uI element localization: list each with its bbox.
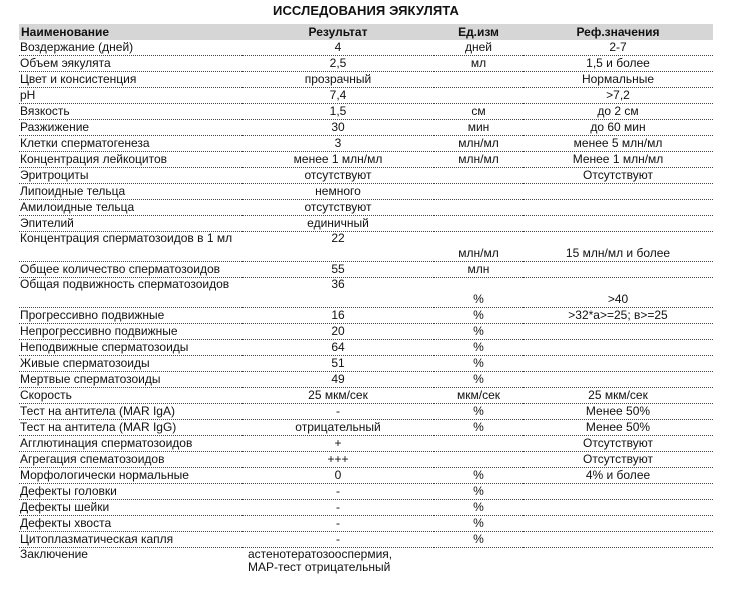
row-ref: 4% и более — [523, 468, 713, 484]
row-name: Агглютинация сперматозоидов — [19, 436, 242, 452]
row-result: 30 — [242, 120, 434, 136]
row-unit — [434, 216, 523, 232]
row-result: 20 — [242, 324, 434, 340]
row-ref — [523, 184, 713, 200]
row-result: отрицательный — [242, 420, 434, 436]
row-result: - — [242, 484, 434, 500]
row-result: единичный — [242, 216, 434, 232]
row-unit: млн/мл — [434, 152, 523, 168]
table-row — [19, 216, 713, 232]
table-row — [19, 516, 713, 532]
row-unit: % — [434, 372, 523, 388]
table-row — [19, 308, 713, 324]
row-ref: до 2 см — [523, 104, 713, 120]
table-row — [19, 152, 713, 168]
row-ref — [523, 340, 713, 356]
row-name: Общая подвижность сперматозоидов — [19, 278, 242, 308]
table-row — [19, 168, 713, 184]
row-result: - — [242, 516, 434, 532]
row-ref: >32*а>=25; в>=25 — [523, 308, 713, 324]
row-result: 4 — [242, 40, 434, 56]
row-name: Объем эякулята — [19, 56, 242, 72]
row-ref: 1,5 и более — [523, 56, 713, 72]
row-result: - — [242, 532, 434, 548]
table-row — [19, 484, 713, 500]
row-unit — [434, 200, 523, 216]
row-unit: % — [434, 484, 523, 500]
table-row — [19, 388, 713, 404]
row-ref — [523, 324, 713, 340]
conclusion-row — [19, 548, 713, 579]
row-unit: % — [434, 278, 523, 308]
row-ref — [523, 516, 713, 532]
results-table — [19, 24, 713, 578]
row-result: 49 — [242, 372, 434, 388]
row-result: - — [242, 404, 434, 420]
table-row — [19, 436, 713, 452]
row-result: менее 1 млн/мл — [242, 152, 434, 168]
row-ref: менее 5 млн/мл — [523, 136, 713, 152]
row-ref: >40 — [523, 278, 713, 308]
table-row — [19, 500, 713, 516]
table-row — [19, 404, 713, 420]
conclusion-label: Заключение — [20, 547, 88, 561]
row-ref — [523, 500, 713, 516]
table-row — [19, 56, 713, 72]
row-unit — [434, 88, 523, 104]
row-ref: до 60 мин — [523, 120, 713, 136]
row-name: Цитоплазматическая капля — [19, 532, 242, 548]
row-unit — [434, 72, 523, 88]
row-unit — [434, 452, 523, 468]
table-row — [19, 88, 713, 104]
row-result: + — [242, 436, 434, 452]
row-name: Агрегация спематозоидов — [19, 452, 242, 468]
row-name: Концентрация лейкоцитов — [19, 152, 242, 168]
conclusion-line-1: астенотератозооспермия, — [248, 547, 393, 561]
row-result: 7,4 — [242, 88, 434, 104]
row-unit: мин — [434, 120, 523, 136]
row-ref: >7,2 — [523, 88, 713, 104]
table-row — [19, 232, 713, 262]
row-ref: Нормальные — [523, 72, 713, 88]
row-ref: Отсутствуют — [523, 452, 713, 468]
row-name: Дефекты головки — [19, 484, 242, 500]
row-ref — [523, 532, 713, 548]
row-result: немного — [242, 184, 434, 200]
row-ref — [523, 372, 713, 388]
row-result: 55 — [242, 262, 434, 278]
row-name: Живые сперматозоиды — [19, 356, 242, 372]
table-row — [19, 356, 713, 372]
row-unit: дней — [434, 40, 523, 56]
row-unit — [434, 168, 523, 184]
row-unit — [434, 184, 523, 200]
row-result: 36 — [242, 278, 434, 308]
row-result: 22 — [242, 232, 434, 262]
table-row — [19, 40, 713, 56]
table-row — [19, 532, 713, 548]
row-name: Липоидные тельца — [19, 184, 242, 200]
row-result: - — [242, 500, 434, 516]
row-unit: млн — [434, 262, 523, 278]
row-result: 51 — [242, 356, 434, 372]
row-result: 16 — [242, 308, 434, 324]
row-ref: Менее 50% — [523, 404, 713, 420]
column-header-unit: Ед.изм — [434, 24, 523, 40]
row-name: Непрогрессивно подвижные — [19, 324, 242, 340]
row-name: Морфологически нормальные — [19, 468, 242, 484]
column-header-ref: Реф.значения — [523, 24, 713, 40]
row-ref: 15 млн/мл и более — [523, 232, 713, 262]
row-name: Амилоидные тельца — [19, 200, 242, 216]
table-row — [19, 340, 713, 356]
row-unit: мл — [434, 56, 523, 72]
conclusion-unit-empty — [434, 548, 523, 579]
column-header-name: Наименование — [19, 24, 242, 40]
row-result: 3 — [242, 136, 434, 152]
row-name: Цвет и консистенция — [19, 72, 242, 88]
row-unit: % — [434, 516, 523, 532]
row-name: Неподвижные сперматозоиды — [19, 340, 242, 356]
row-unit — [434, 436, 523, 452]
row-result: 0 — [242, 468, 434, 484]
conclusion-ref-empty — [523, 548, 713, 579]
row-unit: см — [434, 104, 523, 120]
row-name: Дефекты шейки — [19, 500, 242, 516]
row-name: Тест на антитела (MAR IgA) — [19, 404, 242, 420]
row-ref: Менее 1 млн/мл — [523, 152, 713, 168]
column-header-result: Результат — [242, 24, 434, 40]
row-name: Скорость — [19, 388, 242, 404]
row-ref: Отсутствуют — [523, 168, 713, 184]
row-name: Общее количество сперматозоидов — [19, 262, 242, 278]
conclusion-line-2: МАР-тест отрицательный — [248, 560, 391, 574]
table-row — [19, 262, 713, 278]
row-unit: % — [434, 356, 523, 372]
row-unit: мкм/сек — [434, 388, 523, 404]
row-name: Разжижение — [19, 120, 242, 136]
row-result: отсутствуют — [242, 168, 434, 184]
page-title: ИССЛЕДОВАНИЯ ЭЯКУЛЯТА — [273, 3, 459, 18]
table-row — [19, 468, 713, 484]
row-ref — [523, 484, 713, 500]
row-name: Эпителий — [19, 216, 242, 232]
row-ref: 2-7 — [523, 40, 713, 56]
table-row — [19, 104, 713, 120]
row-name: Тест на антитела (MAR IgG) — [19, 420, 242, 436]
row-unit: % — [434, 404, 523, 420]
row-unit: млн/мл — [434, 136, 523, 152]
row-ref — [523, 262, 713, 278]
row-result: отсутствуют — [242, 200, 434, 216]
conclusion-text — [242, 548, 434, 579]
table-header-row — [19, 24, 713, 40]
row-result: 25 мкм/сек — [242, 388, 434, 404]
row-unit: % — [434, 420, 523, 436]
row-ref: Менее 50% — [523, 420, 713, 436]
table-row — [19, 72, 713, 88]
row-ref — [523, 216, 713, 232]
row-ref — [523, 356, 713, 372]
row-name: Концентрация сперматозоидов в 1 мл — [19, 232, 242, 262]
row-name: Вязкость — [19, 104, 242, 120]
table-row — [19, 200, 713, 216]
row-unit: % — [434, 324, 523, 340]
row-name: pH — [19, 88, 242, 104]
row-unit: % — [434, 468, 523, 484]
table-row — [19, 420, 713, 436]
row-ref: Отсутствуют — [523, 436, 713, 452]
row-ref: 25 мкм/сек — [523, 388, 713, 404]
row-unit: % — [434, 340, 523, 356]
table-row — [19, 184, 713, 200]
row-name: Эритроциты — [19, 168, 242, 184]
row-result: 64 — [242, 340, 434, 356]
row-unit: млн/мл — [434, 232, 523, 262]
table-row — [19, 452, 713, 468]
row-result: 1,5 — [242, 104, 434, 120]
table-row — [19, 324, 713, 340]
row-name: Прогрессивно подвижные — [19, 308, 242, 324]
row-unit: % — [434, 532, 523, 548]
row-unit: % — [434, 500, 523, 516]
table-row — [19, 278, 713, 308]
row-unit: % — [434, 308, 523, 324]
table-row — [19, 372, 713, 388]
row-ref — [523, 200, 713, 216]
row-result: +++ — [242, 452, 434, 468]
row-name: Воздержание (дней) — [19, 40, 242, 56]
table-row — [19, 120, 713, 136]
row-name: Клетки сперматогенеза — [19, 136, 242, 152]
row-result: 2,5 — [242, 56, 434, 72]
row-result: прозрачный — [242, 72, 434, 88]
row-name: Мертвые сперматозоиды — [19, 372, 242, 388]
row-name: Дефекты хвоста — [19, 516, 242, 532]
table-row — [19, 136, 713, 152]
